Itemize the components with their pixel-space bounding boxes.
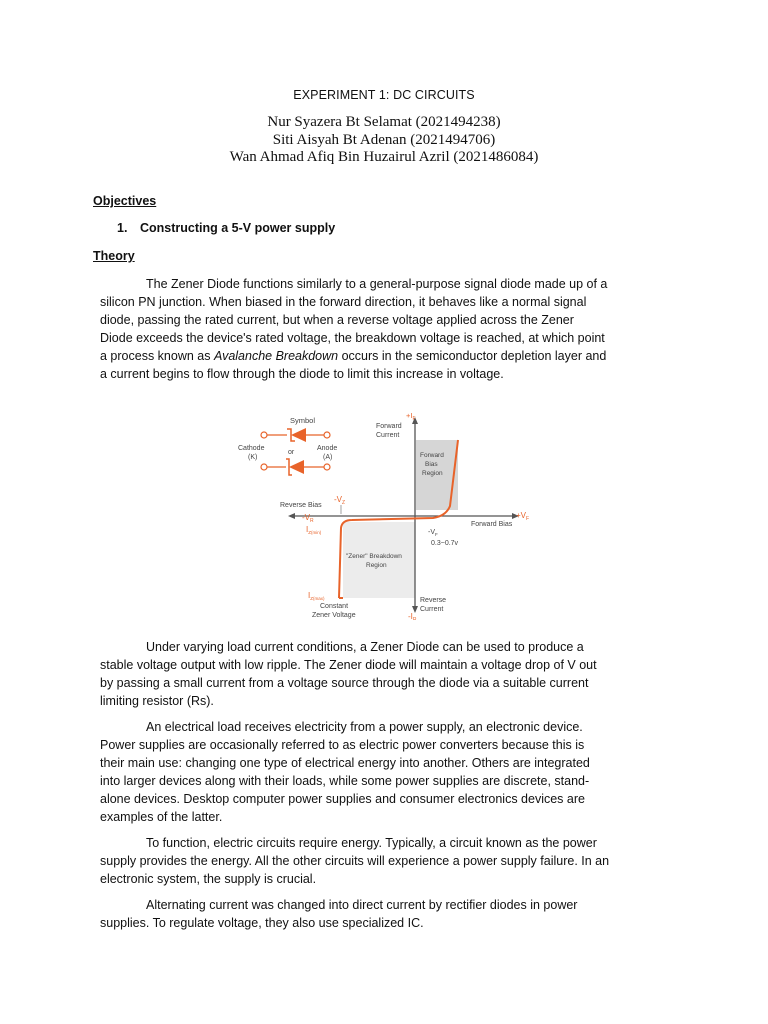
paragraph-5-text: Alternating current was changed into direct current by rectifier diodes in power supplies. To regulate voltage, they also use specialized IC. (100, 898, 578, 931)
plus-if-label: $+I_F$ (406, 411, 416, 422)
forward-bias-label: Forward Bias (471, 521, 513, 528)
diode-symbol-bottom (261, 459, 330, 475)
minus-vr-label: $-V_R$ (302, 513, 314, 524)
vf-label: $-V_F$ (428, 529, 438, 537)
anode-sub-label: (A) (323, 454, 333, 461)
plus-vf-label: $+V_F$ (516, 511, 530, 522)
paragraph-3-text: An electrical load receives electricity from a power supply, an electronic device. Power supplies are occasionally referred to as electric power converters because this is their main use: changing one type of electrical energy into another. Others are integrated into larger devices along with their loads, while some power supplies are discrete, stand-alone devices. Desktop computer power supplies and consumer electronics devices are examples of the latter. (100, 720, 590, 825)
cathode-sub-label: (K) (248, 454, 258, 461)
reverse-bias-label: Reverse Bias (280, 502, 322, 509)
zener-breakdown-label-1: "Zener" Breakdown (346, 553, 402, 560)
author-list (0, 114, 768, 167)
reverse-current-label-2: Current (420, 606, 444, 613)
paragraph-2-text: Under varying load current conditions, a Zener Diode can be used to produce a stable voltage output with low ripple. The Zener diode will maintain a voltage drop of V out by passing a small current from a voltage source through the diode via a suitable current limiting resistor (Rs). (100, 640, 597, 709)
diode-symbol-top (261, 428, 330, 442)
vertical-axis-arrow-down (412, 606, 418, 613)
forward-current-label-2: Current (376, 432, 400, 439)
zener-diode-iv-figure (228, 408, 548, 620)
symbol-label: Symbol (290, 416, 316, 425)
iz-max-label: $I_{Z(max)}$ (308, 591, 325, 601)
theory-paragraph-1 (100, 275, 610, 384)
objective-number: 1. (117, 221, 128, 235)
author-3: Wan Ahmad Afiq Bin Huzairul Azril (2021486084) (229, 149, 539, 165)
author-2: Siti Aisyah Bt Adenan (2021494706) (272, 131, 496, 148)
constant-zener-voltage-label-1: Constant (320, 603, 349, 610)
theory-heading: Theory (93, 249, 135, 263)
forward-bias-region-label-2: Bias (425, 461, 438, 468)
anode-label: Anode (317, 445, 338, 452)
theory-paragraph-5 (100, 896, 610, 932)
document-title: EXPERIMENT 1: DC CIRCUITS (293, 88, 475, 102)
iz-min-label: $I_{Z(min)}$ (306, 525, 322, 535)
paragraph-1-text-end: occurs in the semiconductor depletion layer and a current begins to flow through the diode to limit this increase in voltage. (100, 349, 607, 382)
forward-bias-region-label-3: Region (422, 470, 443, 477)
author-1: Nur Syazera Bt Selamat (2021494238) (267, 114, 501, 130)
vf-range-label: 0.3~0.7v (431, 540, 459, 547)
or-label: or (288, 449, 295, 456)
theory-paragraph-4 (100, 834, 610, 888)
reverse-current-label-1: Reverse (420, 597, 447, 604)
paragraph-4-text: To function, electric circuits require energy. Typically, a circuit known as the power supply provides the energy. All the other circuits will experience a power supply failure. In an electronic system, the supply is crucial. (100, 836, 610, 887)
objective-item (117, 221, 335, 235)
forward-current-label-1: Forward (376, 423, 402, 430)
cathode-label: Cathode (238, 445, 265, 452)
minus-ir-label: $-I_R$ (408, 612, 417, 620)
theory-paragraph-3 (100, 718, 610, 827)
theory-paragraph-2 (100, 638, 610, 710)
minus-vz-label: $-V_Z$ (334, 495, 346, 506)
paragraph-1-text-start: The Zener Diode functions similarly to a general-purpose signal diode made up of a silicon PN junction. When biased in the forward direction, it behaves like a normal signal diode, passing the rated current, but when a reverse voltage applied across the Zener Diode exceeds the device's rated voltage, the breakdown voltage is reached, at which point a process known as (100, 277, 608, 364)
forward-bias-region-label-1: Forward (420, 452, 444, 459)
horizontal-axis-arrow-left (288, 513, 295, 519)
constant-zener-voltage-label-2: Zener Voltage (312, 612, 356, 619)
breakdown-region-shade (343, 522, 415, 598)
zener-breakdown-label-2: Region (366, 562, 387, 569)
paragraph-1-italic-term: Avalanche Breakdown (213, 349, 339, 364)
objective-text: Constructing a 5-V power supply (140, 221, 336, 235)
objectives-heading: Objectives (93, 194, 157, 208)
